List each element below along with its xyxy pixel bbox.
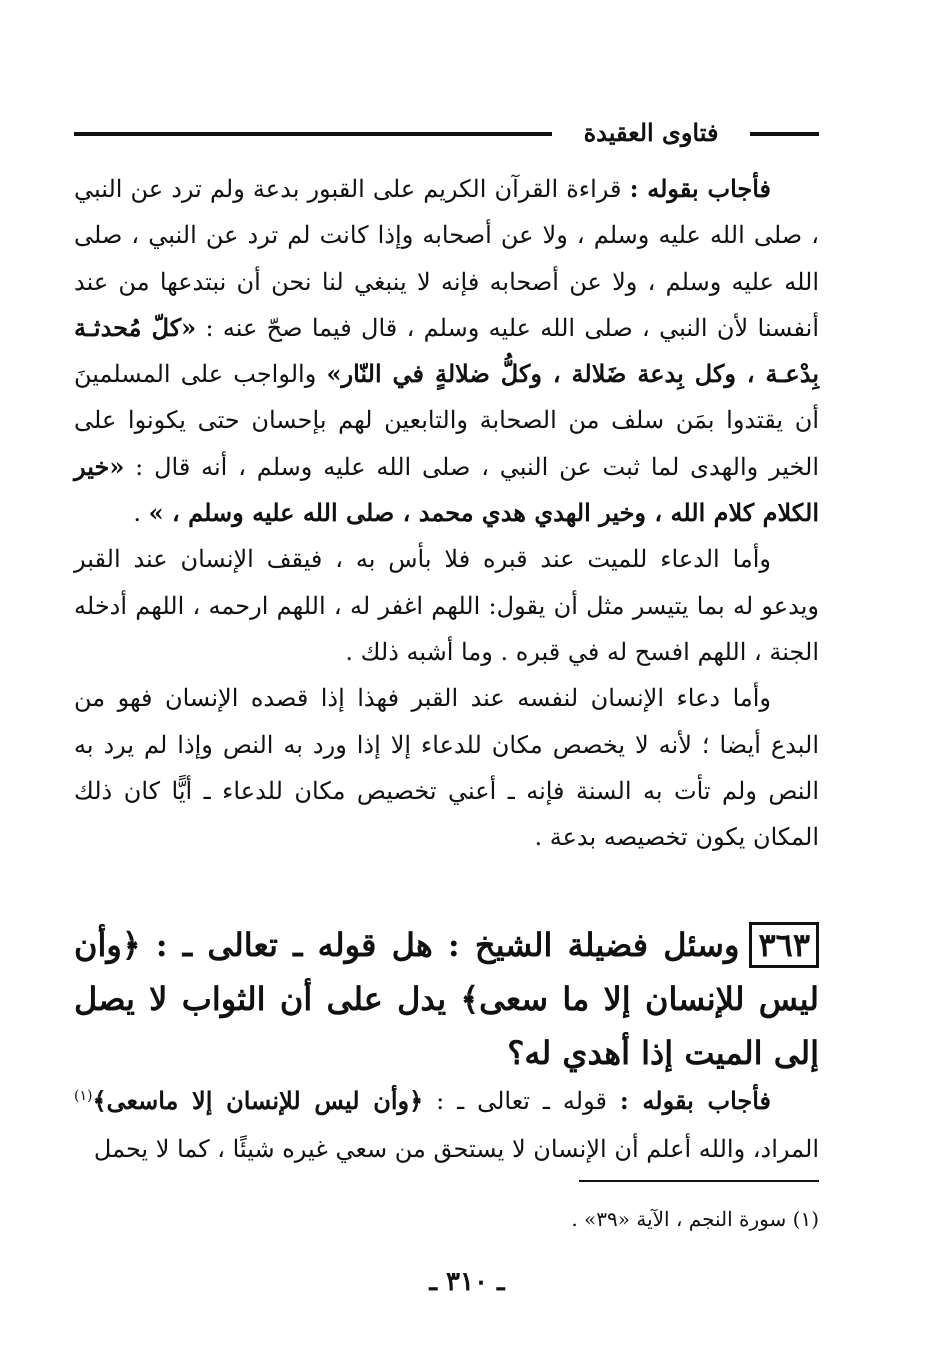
- footnote-reference: (١): [74, 1088, 93, 1104]
- running-header: [74, 118, 819, 152]
- page-number: ـ ٣١٠ ـ: [429, 1267, 505, 1297]
- answer-block-1: [74, 166, 819, 860]
- footnote: (١) سورة النجم ، الآية «٣٩» .: [571, 1207, 819, 1231]
- hadith-quote-2: «خير الكلام كلام الله ، وخير الهدي هدي محمد ، صلى الله عليه وسلم ، »: [74, 451, 819, 528]
- answer-text: المراد، والله أعلم أن الإنسان لا يستحق من سعي غيره شيئًا ، كما لا يحمل: [93, 1135, 819, 1163]
- quran-verse: ﴿وأن ليس للإنسان إلا ماسعى﴾: [92, 1086, 424, 1115]
- header-rule-right: [750, 132, 819, 136]
- answer-block-2: [74, 1072, 819, 1173]
- footnote-divider: [579, 1180, 819, 1182]
- answer-paragraph-3: وأما دعاء الإنسان لنفسه عند القبر فهذا إذا قصده الإنسان فهو من البدع أيضا ؛ لأنه لا يخصص مكان للدعاء إلا إذا ورد به النص وإذا لم يرد به النص ولم تأت به السنة فإنه ـ أعني تخصيص مكان للدعاء ـ أيًّا كان ذلك المكان يكون تخصيصه بدعة .: [74, 684, 819, 852]
- answer-text-continued: والواجب على المسلمينَ أن يقتدوا بمَن سلف من الصحابة والتابعين لهم بإحسان حتى يكونوا على الخير والهدى لما ثبت عن النبي ، صلى الله عليه وسلم ، أنه قال :: [74, 360, 819, 481]
- answer-lead: فأجاب بقوله :: [629, 174, 771, 203]
- answer-lead: فأجاب بقوله :: [619, 1086, 772, 1115]
- header-rule-left: [74, 132, 552, 136]
- answer-text: قراءة القرآن الكريم على القبور بدعة ولم ترد عن النبي ، صلى الله عليه وسلم ، ولا عن أصحابه وإذا كانت لم ترد عن النبي ، صلى الله عليه وسلم ، ولا عن أصحابه فإنه لا ينبغي لنا نحن أن نبتدعها من عند أنفسنا لأن النبي ، صلى الله عليه وسلم ، قال فيما صحّ عنه :: [74, 175, 819, 342]
- answer-paragraph-1: [74, 166, 819, 536]
- hadith-quote-1: «كلّ مُحدثـة بِدْعـة ، وكل بِدعة ضَلالة ، وكلُّ ضلالةٍ في النّار»: [74, 312, 819, 389]
- answer-intro: قوله ـ تعالى ـ :: [423, 1087, 620, 1115]
- question-number: ٣٦٣: [749, 922, 819, 968]
- question-block: [74, 918, 819, 1080]
- answer-paragraph: [74, 1072, 819, 1173]
- answer-text-end: .: [133, 499, 149, 528]
- question-text: وسئل فضيلة الشيخ : هل قوله ـ تعالى ـ : ﴿وأن ليس للإنسان إلا ما سعى﴾ يدل على أن الثواب لا يصل إلى الميت إذا أهدي له؟: [74, 926, 820, 1072]
- header-title: فتاوى العقيدة: [583, 118, 719, 147]
- answer-paragraph-2: وأما الدعاء للميت عند قبره فلا بأس به ، فيقف الإنسان عند القبر ويدعو له بما يتيسر مثل أن يقول: اللهم اغفر له ، اللهم ارحمه ، اللهم أدخله الجنة ، اللهم افسح له في قبره . وما أشبه ذلك .: [74, 545, 820, 666]
